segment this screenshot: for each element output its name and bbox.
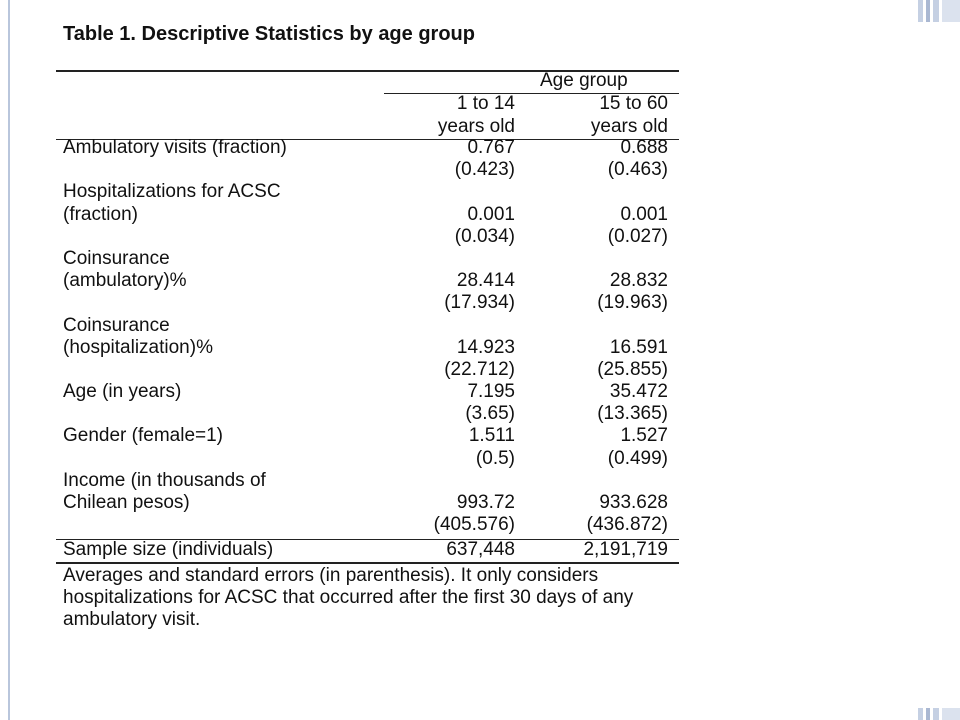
cell-age-1-14: 0.001 [467,203,515,225]
cell-age-15-60: (19.963) [597,292,668,314]
sample-size-age-15-60: 2,191,719 [583,539,668,560]
row-label: (ambulatory)% [63,270,187,292]
row-label: Hospitalizations for ACSC [63,181,281,203]
col2-header-line1: 15 to 60 [599,93,668,114]
table-row [63,359,668,381]
cell-age-15-60: (0.463) [607,159,668,181]
cell-age-1-14: (0.423) [454,159,515,181]
table-row [63,159,668,181]
table-row [63,248,668,270]
cell-age-15-60: (25.855) [597,358,668,380]
cell-age-15-60: 933.628 [599,492,668,513]
table-row [63,514,668,536]
cell-age-1-14: 7.195 [467,381,515,403]
col1-header-line1: 1 to 14 [456,93,515,114]
row-label: (hospitalization)% [63,336,213,358]
slide-corner-decoration-top [918,0,960,22]
cell-age-1-14: (405.576) [433,514,515,536]
row-label: Coinsurance [63,314,170,336]
table-row [63,137,668,159]
cell-age-1-14: 1.511 [468,425,515,447]
table-row [63,492,668,514]
row-label: (fraction) [63,203,138,225]
table-body [63,137,668,536]
row-label: Ambulatory visits (fraction) [63,137,287,158]
table-row [63,204,668,226]
cell-age-15-60: 35.472 [609,381,668,403]
table-row [63,337,668,359]
cell-age-1-14: (17.934) [444,292,515,314]
sample-size-age-1-14: 637,448 [446,539,515,560]
table-row [63,270,668,292]
table-row [63,448,668,470]
row-label: Gender (female=1) [63,425,223,447]
col2-header-line2: years old [590,116,668,137]
table-row [63,425,668,447]
table-row [63,226,668,248]
table-title: Table 1. Descriptive Statistics by age group [63,23,475,45]
cell-age-15-60: 0.001 [620,203,668,225]
cell-age-15-60: 0.688 [620,137,668,158]
table-row [63,470,668,492]
cell-age-1-14: (3.65) [465,403,515,425]
cell-age-1-14: 28.414 [456,270,515,292]
sample-size-label: Sample size (individuals) [63,539,274,560]
column-group-header: Age group [540,70,628,91]
cell-age-15-60: (0.027) [607,225,668,247]
table-row [63,181,668,203]
slide-left-border [8,0,10,720]
cell-age-15-60: (436.872) [586,514,668,536]
table-note: Averages and standard errors (in parenthesis). It only considers hospitalizations for ACSC that occurred after the first 30 days of any ambulatory visit. [63,565,634,630]
cell-age-15-60: 1.527 [620,425,668,447]
bottom-rule [56,562,679,564]
cell-age-15-60: (13.365) [597,403,668,425]
cell-age-1-14: (22.712) [444,358,515,380]
table-row [63,292,668,314]
cell-age-1-14: 993.72 [456,492,515,513]
row-label: Income (in thousands of [63,469,266,491]
cell-age-15-60: 28.832 [609,270,668,292]
slide-corner-decoration-bottom [918,708,960,720]
sample-size-row [63,539,668,561]
table-row [63,403,668,425]
table-row [63,381,668,403]
cell-age-15-60: (0.499) [607,447,668,469]
cell-age-1-14: 14.923 [456,336,515,358]
row-label: Chilean pesos) [63,492,190,513]
table-row [63,315,668,337]
row-label: Coinsurance [63,247,170,269]
cell-age-1-14: (0.5) [475,447,515,469]
row-label: Age (in years) [63,381,182,403]
cell-age-1-14: (0.034) [454,225,515,247]
cell-age-15-60: 16.591 [609,336,668,358]
col1-header-line2: years old [437,116,515,137]
cell-age-1-14: 0.767 [467,137,515,158]
